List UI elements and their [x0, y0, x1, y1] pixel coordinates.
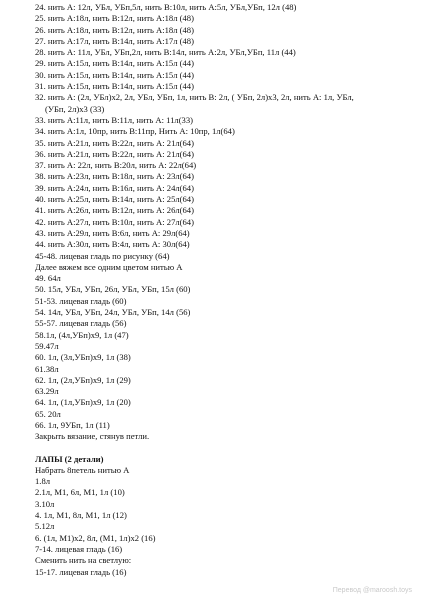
pattern-row: 64. 1л, (1л,УБп)х9, 1л (20): [35, 397, 131, 408]
pattern-row: 34. нить А:1л, 10пр, нить В:11пр, Нить А: 10пр, 1л(64): [35, 126, 235, 137]
pattern-row: 4. 1л, М1, 8л, М1, 1л (12): [35, 510, 127, 521]
pattern-row: 41. нить А:26л, нить В:12л, нить А: 26л(64): [35, 205, 194, 216]
pattern-row: 59.47л: [35, 340, 59, 351]
pattern-rows: [35, 2, 410, 443]
pattern-row: 2.1л, М1, 6л, М1, 1л (10): [35, 487, 125, 498]
pattern-row: 15-17. лицевая гладь (16): [35, 566, 127, 577]
pattern-row: (УБп, 2л)х3 (33): [45, 103, 105, 114]
pattern-row: 51-53. лицевая гладь (60): [35, 295, 127, 306]
pattern-row: Набрать 8петель нитью А: [35, 464, 130, 475]
pattern-row: 32. нить А: (2л, УБл)х2, 2л, УБл, УБп, 1л, нить В: 2л, ( УБп, 2л)х3, 2л, нить А: 1л, УБл,: [35, 92, 354, 103]
section-title: ЛАПЫ (2 детали): [35, 453, 104, 464]
pattern-row: 30. нить А:15л, нить В:14л, нить А:15л (44): [35, 69, 194, 80]
pattern-row: 49. 64л: [35, 273, 61, 284]
pattern-row: 50. 15л, УБл, УБп, 26л, УБл, УБп, 15л (60): [35, 284, 191, 295]
pattern-row: 62. 1л, (2л,УБп)х9, 1л (29): [35, 374, 131, 385]
pattern-row: 33. нить А:11л, нить В:11л, нить А: 11л(33): [35, 114, 194, 125]
pattern-row: 44. нить А:30л, нить В:4л, нить А: 30л(64): [35, 239, 190, 250]
pattern-row: 28. нить А: 11л, УБл, УБп,2л, нить В:14л, нить А:2л, УБл,УБп, 11л (44): [35, 47, 296, 58]
pattern-row: 61.38л: [35, 363, 59, 374]
pattern-row: 42. нить А:27л, нить В:10л, нить А: 27л(64): [35, 216, 194, 227]
pattern-row: 39. нить А:24л, нить В:16л, нить А: 24л(64): [35, 182, 194, 193]
pattern-row: 25. нить А:18л, нить В:12л, нить А:18л (48): [35, 13, 194, 24]
pattern-row: 54. 14л, УБл, УБп, 24л, УБл, УБп, 14л (56): [35, 307, 191, 318]
pattern-row: 26. нить А:18л, нить В:12л, нить А:18л (48): [35, 24, 194, 35]
pattern-row: 66. 1л, 9УБп, 1л (11): [35, 419, 110, 430]
pattern-row: Далее вяжем все одним цветом нитью А: [35, 261, 183, 272]
pattern-row: 38. нить А:23л, нить В:18л, нить А: 23л(64): [35, 171, 194, 182]
pattern-row: 36. нить А:21л, нить В:22л, нить А: 21л(64): [35, 148, 194, 159]
pattern-row: 29. нить А:15л, нить В:14л, нить А:15л (44): [35, 58, 194, 69]
pattern-row: 27. нить А:17л, нить В:14л, нить А:17л (48): [35, 35, 194, 46]
pattern-row: 3.10л: [35, 498, 55, 509]
pattern-text: [35, 2, 410, 578]
pattern-row: Сменить нить на светлую:: [35, 555, 132, 566]
pattern-row: 55-57. лицевая гладь (56): [35, 318, 127, 329]
section-gap: [35, 443, 410, 454]
pattern-row: 1.8л: [35, 476, 51, 487]
pattern-row: 40. нить А:25л, нить В:14л, нить А: 25л(64): [35, 194, 194, 205]
watermark: Перевод @maroosh.toys: [332, 587, 412, 594]
pattern-row: 31. нить А:15л, нить В:14л, нить А:15л (44): [35, 81, 194, 92]
pattern-row: 45-48. лицевая гладь по рисунку (64): [35, 250, 170, 261]
pattern-row: 43. нить А:29л, нить В:6л, нить А: 29л(64): [35, 227, 190, 238]
pattern-row: 60. 1л, (3л,УБп)х9, 1л (38): [35, 352, 131, 363]
pattern-row: 5.12л: [35, 521, 55, 532]
pattern-row: 35. нить А:21л, нить В:22л, нить А: 21л(64): [35, 137, 194, 148]
pattern-row: 58.1л, (4л,УБп)х9, 1л (47): [35, 329, 129, 340]
pattern-row: Закрыть вязание, стянув петли.: [35, 431, 150, 442]
pattern-row: 7-14. лицевая гладь (16): [35, 543, 123, 554]
pattern-row: 6. (1л, М1)х2, 8л, (М1, 1л)х2 (16): [35, 532, 156, 543]
pattern-row: 24. нить А: 12л, УБл, УБп,5л, нить В:10л, нить А:5л, УБл,УБп, 12л (48): [35, 2, 297, 12]
pattern-row: 37. нить А: 22л, нить В:20л, нить А: 22л(64): [35, 160, 197, 171]
section-rows: [35, 465, 410, 578]
pattern-row: 65. 20л: [35, 408, 61, 419]
pattern-row: 63.29л: [35, 386, 59, 397]
